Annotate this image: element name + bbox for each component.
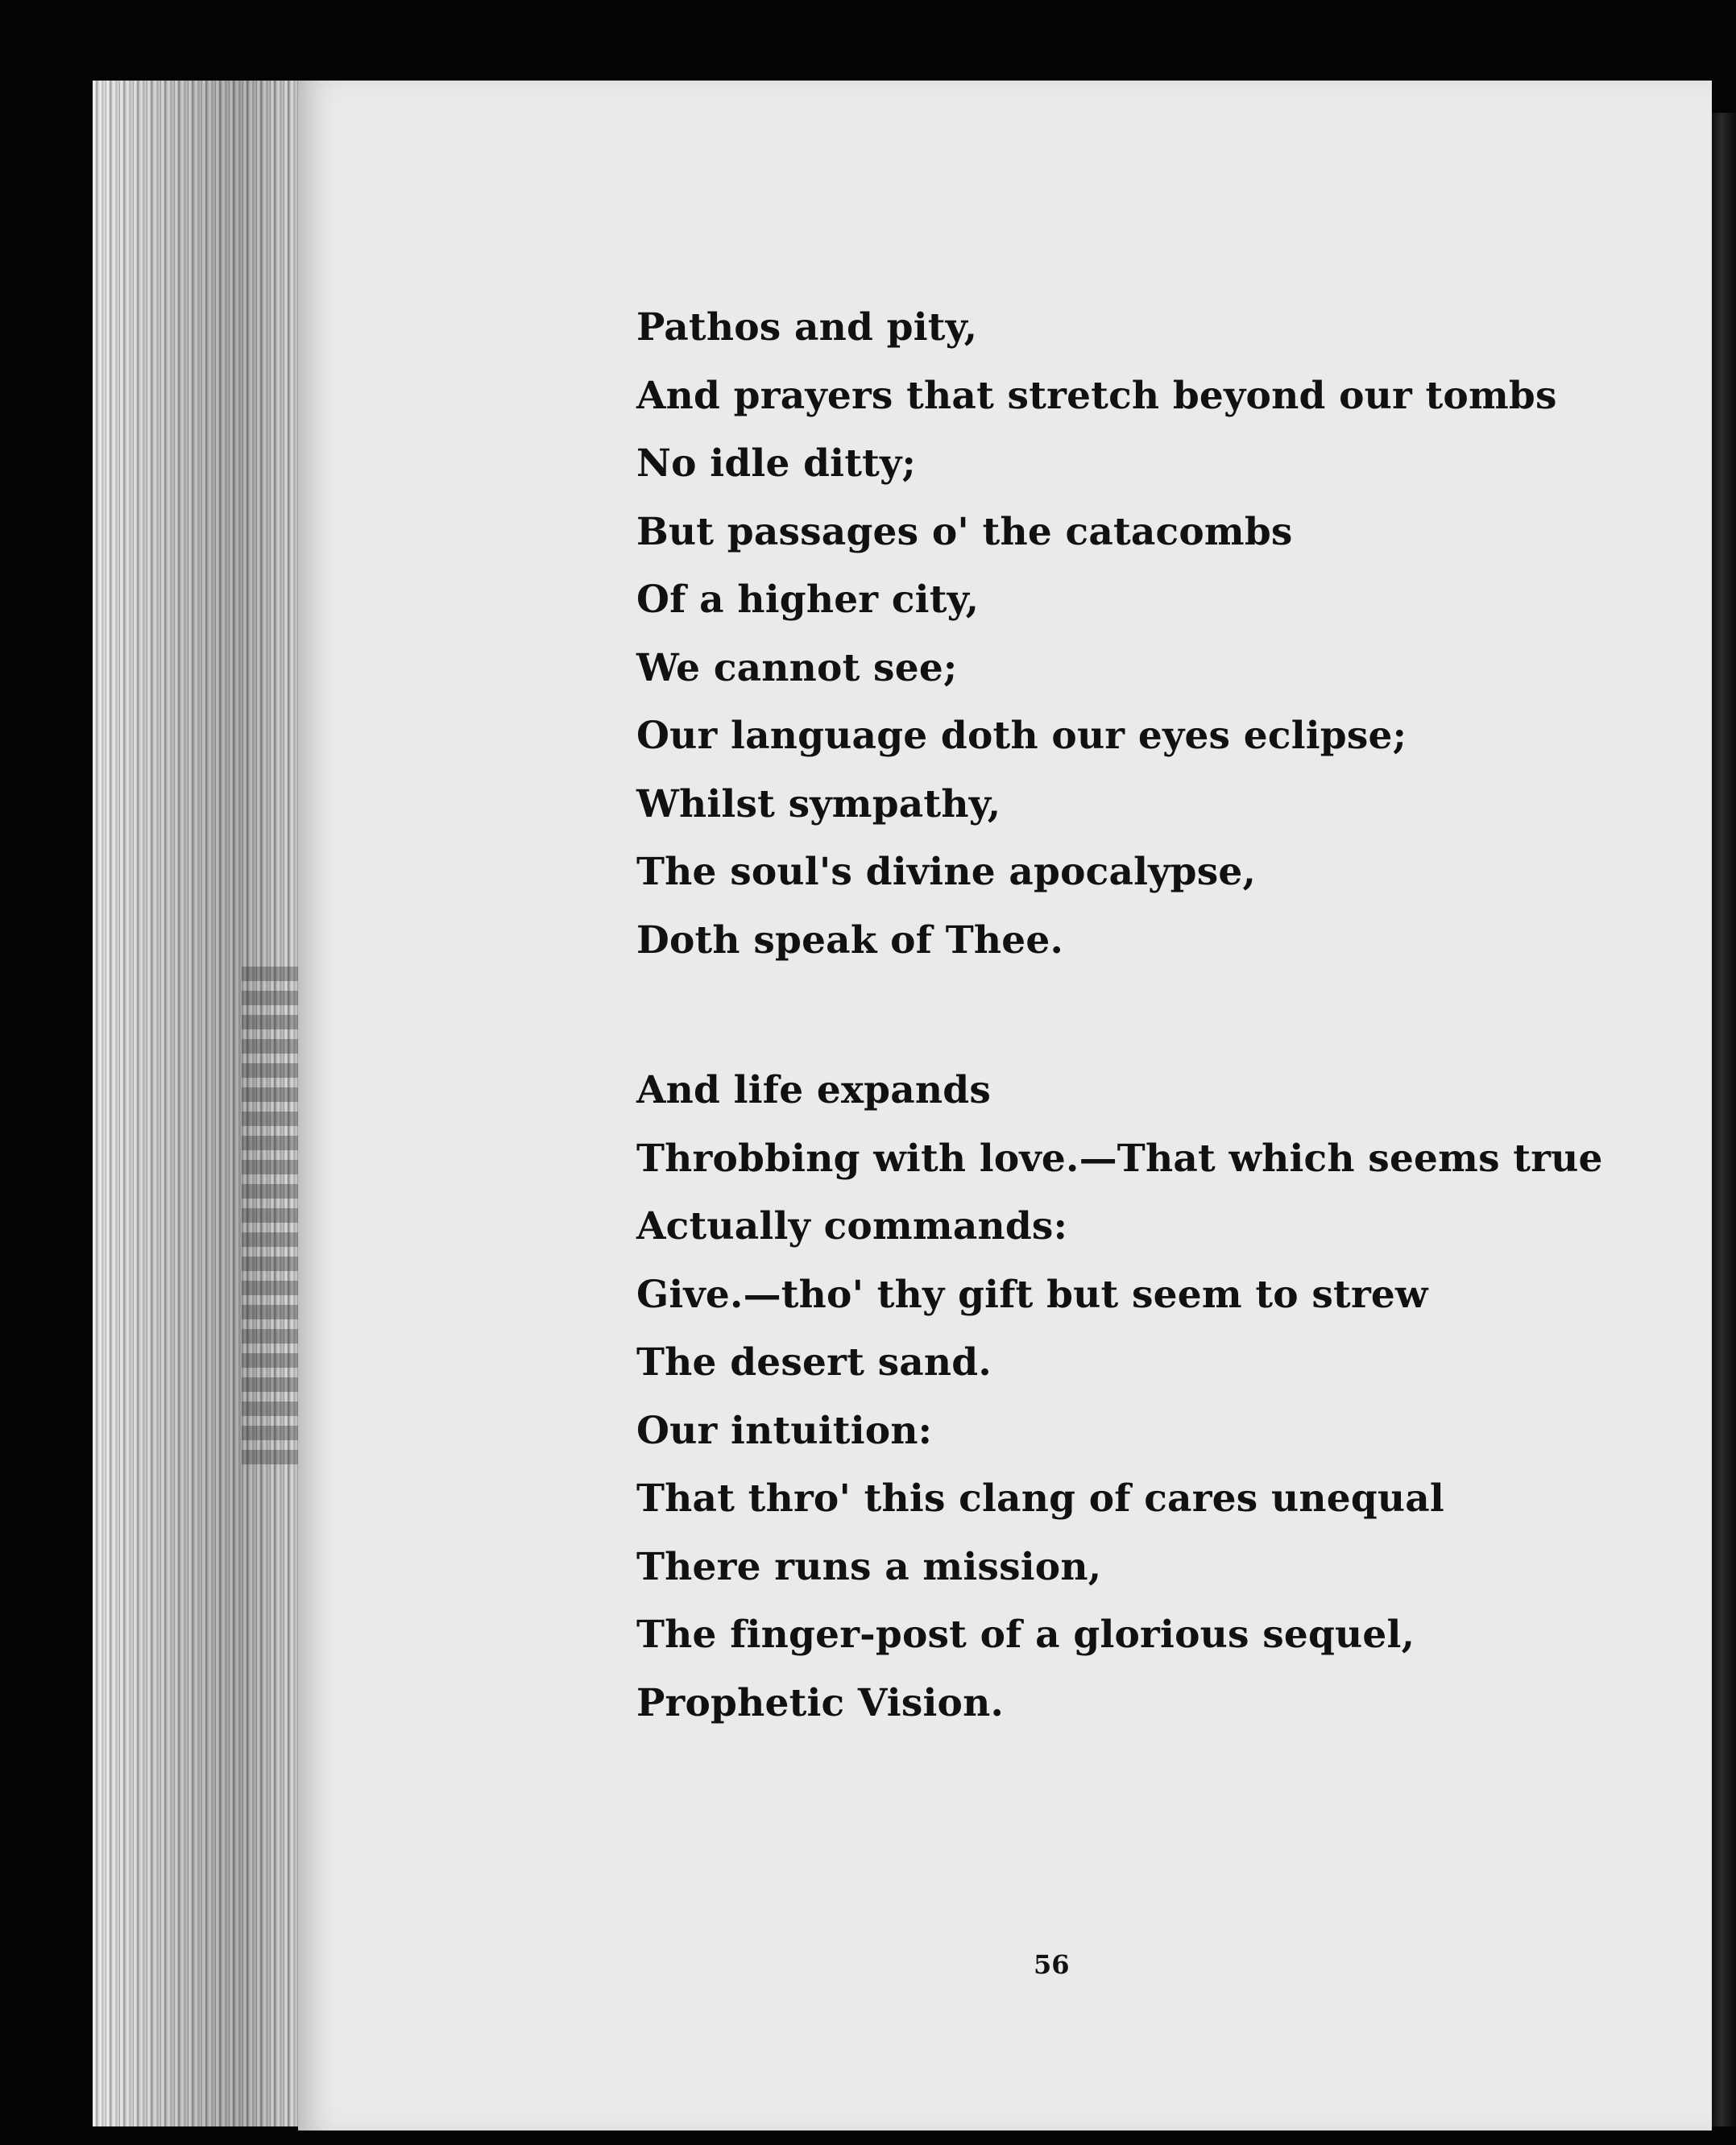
page-right-edge	[1712, 113, 1736, 2126]
poem-line: Prophetic Vision.	[636, 1680, 1005, 1725]
poem-line: No idle ditty;	[636, 441, 917, 486]
poem-line: Whilst sympathy,	[636, 781, 1001, 826]
poem-line: Doth speak of Thee.	[636, 917, 1064, 963]
poem-line: But passages o' the catacombs	[636, 509, 1293, 554]
poem-line: The finger-post of a glorious sequel,	[636, 1613, 1415, 1657]
poem-line: That thro' this clang of cares unequal	[636, 1476, 1444, 1521]
poem-line: The soul's divine apocalypse,	[636, 850, 1257, 894]
poem-text	[636, 294, 1603, 1737]
poem-line: Our language doth our eyes eclipse;	[636, 714, 1407, 758]
poem-line: Give.—tho' thy gift but seem to strew	[636, 1272, 1428, 1317]
poem-line: Pathos and pity,	[636, 305, 978, 350]
poem-line: The desert sand.	[636, 1340, 992, 1385]
stanza-2	[636, 1057, 1603, 1737]
stanza-1	[636, 294, 1603, 975]
poem-line: Of a higher city,	[636, 578, 980, 622]
page-number: 56	[1034, 1949, 1070, 1980]
poem-line: Our intuition:	[636, 1408, 933, 1453]
stanza-break	[636, 975, 1603, 1057]
poem-line: There runs a mission,	[636, 1544, 1102, 1589]
poem-line: Throbbing with love.—That which seems true	[636, 1136, 1603, 1181]
poem-line: Actually commands:	[636, 1204, 1068, 1248]
poem-line: And prayers that stretch beyond our tombs	[636, 373, 1557, 418]
poem-line: And life expands	[636, 1068, 991, 1112]
poem-line: We cannot see;	[636, 645, 958, 690]
